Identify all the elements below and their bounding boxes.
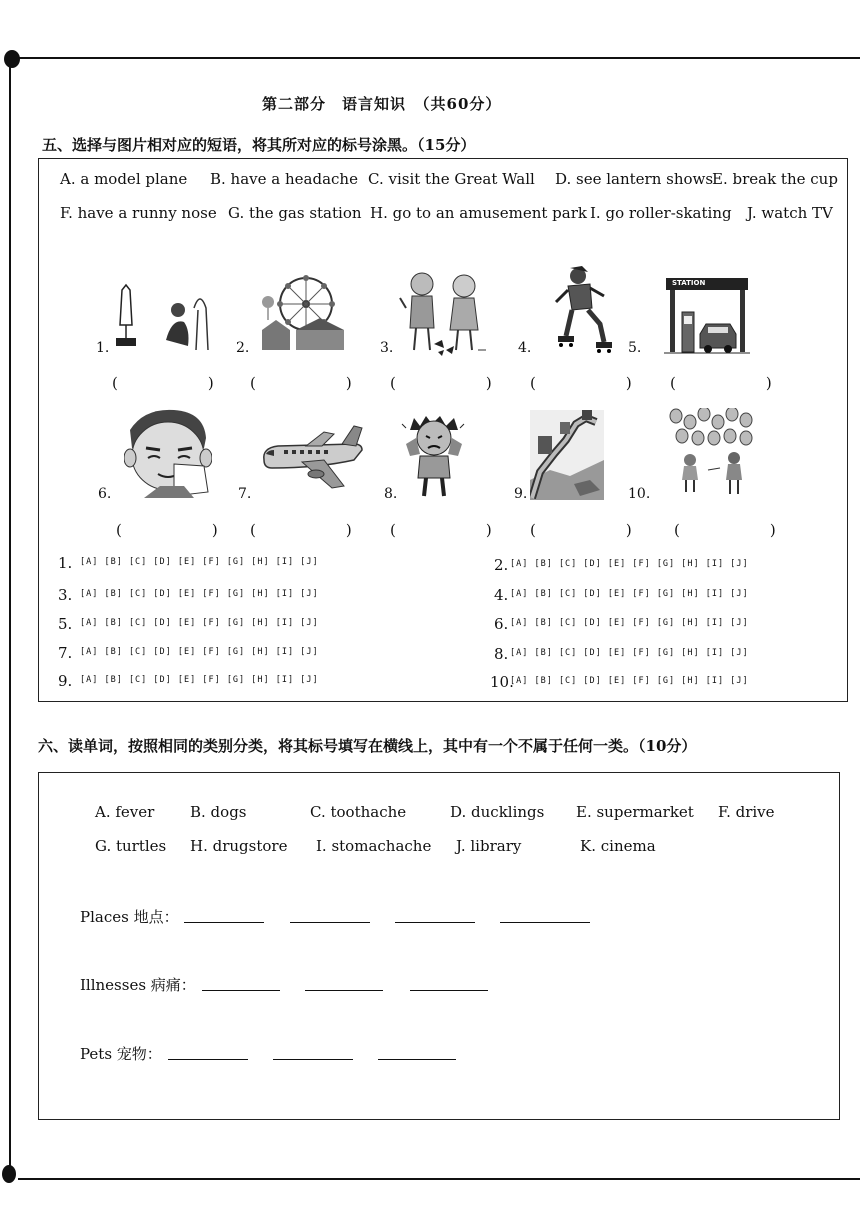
answer-paren-1: ( ) (112, 374, 234, 392)
option-b: B. have a headache (210, 170, 358, 188)
answer-paren-4: ( ) (530, 374, 652, 392)
places-blank-3[interactable] (395, 908, 475, 923)
broken-cup-icon (398, 268, 490, 356)
gas-station-icon (664, 276, 750, 354)
answer-bubbles-8[interactable]: [A] [B] [C] [D] [E] [F] [G] [H] [I] [J] (510, 648, 749, 658)
answer-bubbles-6[interactable]: [A] [B] [C] [D] [E] [F] [G] [H] [I] [J] (510, 618, 749, 628)
answer-bubbles-4[interactable]: [A] [B] [C] [D] [E] [F] [G] [H] [I] [J] (510, 589, 749, 599)
pets-blank-2[interactable] (273, 1045, 353, 1060)
station-sign: STATION (672, 279, 706, 287)
pets-label: Pets 宠物： (80, 1045, 162, 1063)
airplane-icon (258, 424, 366, 494)
option-h: H. go to an amusement park (370, 204, 587, 222)
left-rule (9, 62, 11, 1172)
word-d: D. ducklings (450, 803, 545, 821)
answer-bubbles-7[interactable]: [A] [B] [C] [D] [E] [F] [G] [H] [I] [J] (80, 647, 319, 657)
word-b: B. dogs (190, 803, 247, 821)
places-blank-4[interactable] (500, 908, 590, 923)
ferris-wheel-icon (258, 272, 348, 352)
answer-number-6: 6. (494, 615, 509, 633)
answer-number-1: 1. (58, 554, 73, 572)
option-a: A. a model plane (60, 170, 188, 188)
great-wall-icon (530, 410, 604, 500)
answer-paren-7: ( ) (250, 521, 372, 539)
answer-paren-9: ( ) (530, 521, 652, 539)
part-title: 第二部分 语言知识 （共60分） (262, 95, 502, 113)
pets-blank-1[interactable] (168, 1045, 248, 1060)
pic-number-9: 9. (514, 486, 528, 502)
option-j: J. watch TV (747, 204, 833, 222)
word-e: E. supermarket (576, 803, 694, 821)
word-g: G. turtles (95, 837, 167, 855)
answer-number-2: 2. (494, 556, 509, 574)
answer-paren-3: ( ) (390, 374, 512, 392)
pic-number-3: 3. (380, 340, 394, 356)
word-a: A. fever (95, 803, 155, 821)
answer-number-9: 9. (58, 672, 73, 690)
section6-title: 六、读单词，按照相同的类别分类，将其标号填写在横线上，其中有一个不属于任何一类。（10分） (38, 737, 697, 755)
answer-paren-5: ( ) (670, 374, 792, 392)
option-d: D. see lantern shows (555, 170, 714, 188)
answer-paren-6: ( ) (116, 521, 238, 539)
tv-watching-icon (112, 280, 212, 356)
answer-paren-2: ( ) (250, 374, 372, 392)
pic-number-1: 1. (96, 340, 110, 356)
pic-number-7: 7. (238, 486, 252, 502)
word-h: H. drugstore (190, 837, 288, 855)
answer-number-7: 7. (58, 644, 73, 662)
top-rule (18, 57, 860, 59)
illnesses-label: Illnesses 病痛： (80, 976, 196, 994)
runny-nose-icon (124, 408, 212, 498)
roller-skater-icon (552, 266, 614, 354)
answer-paren-10: ( ) (674, 521, 796, 539)
answer-number-10: 10. (490, 673, 514, 691)
answer-number-8: 8. (494, 645, 509, 663)
word-c: C. toothache (310, 803, 407, 821)
places-blank-1[interactable] (184, 908, 264, 923)
section5-title: 五、选择与图片相对应的短语，将其所对应的标号涂黑。（15分） (42, 136, 476, 154)
pic-number-10: 10. (628, 486, 651, 502)
illnesses-blank-1[interactable] (202, 976, 280, 991)
illnesses-blank-2[interactable] (305, 976, 383, 991)
answer-paren-8: ( ) (390, 521, 512, 539)
answer-bubbles-5[interactable]: [A] [B] [C] [D] [E] [F] [G] [H] [I] [J] (80, 618, 319, 628)
bottom-rule (18, 1178, 860, 1180)
headache-icon (400, 414, 470, 498)
pic-number-4: 4. (518, 340, 532, 356)
pic-number-6: 6. (98, 486, 112, 502)
answer-bubbles-2[interactable]: [A] [B] [C] [D] [E] [F] [G] [H] [I] [J] (510, 559, 749, 569)
word-i: I. stomachache (316, 837, 432, 855)
pic-number-2: 2. (236, 340, 250, 356)
option-e: E. break the cup (712, 170, 838, 188)
places-label: Places 地点： (80, 908, 179, 926)
word-j: J. library (456, 837, 522, 855)
option-i: I. go roller-skating (590, 204, 732, 222)
answer-bubbles-1[interactable]: [A] [B] [C] [D] [E] [F] [G] [H] [I] [J] (80, 557, 319, 567)
places-blank-2[interactable] (290, 908, 370, 923)
word-f: F. drive (718, 803, 775, 821)
lantern-show-icon (668, 408, 758, 496)
answer-number-3: 3. (58, 586, 73, 604)
word-k: K. cinema (580, 837, 656, 855)
section6-box (38, 772, 840, 1120)
answer-bubbles-3[interactable]: [A] [B] [C] [D] [E] [F] [G] [H] [I] [J] (80, 589, 319, 599)
pets-blank-3[interactable] (378, 1045, 456, 1060)
answer-number-4: 4. (494, 586, 509, 604)
option-g: G. the gas station (228, 204, 362, 222)
binding-dot-bottom (2, 1165, 16, 1183)
answer-bubbles-10[interactable]: [A] [B] [C] [D] [E] [F] [G] [H] [I] [J] (510, 676, 749, 686)
option-c: C. visit the Great Wall (368, 170, 535, 188)
pic-number-8: 8. (384, 486, 398, 502)
binding-dot-top (4, 50, 20, 68)
answer-number-5: 5. (58, 615, 73, 633)
option-f: F. have a runny nose (60, 204, 217, 222)
pic-number-5: 5. (628, 340, 642, 356)
answer-bubbles-9[interactable]: [A] [B] [C] [D] [E] [F] [G] [H] [I] [J] (80, 675, 319, 685)
illnesses-blank-3[interactable] (410, 976, 488, 991)
